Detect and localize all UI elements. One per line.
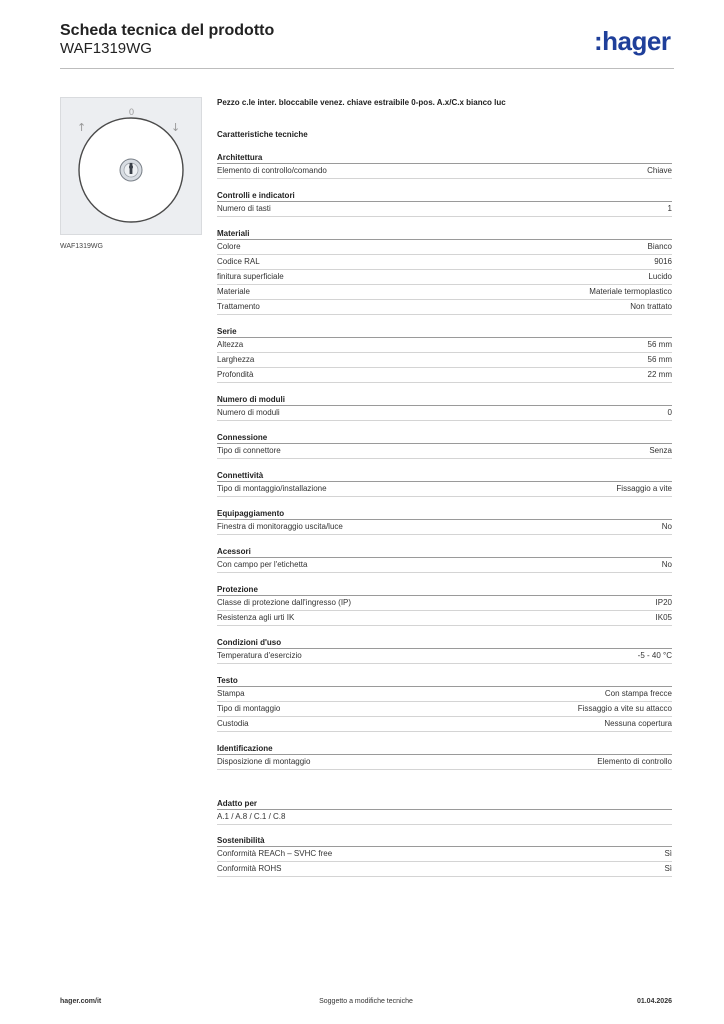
sustainability-title: Sostenibilità <box>217 835 672 847</box>
spec-label: Conformità ROHS <box>217 864 282 873</box>
suitable-block <box>217 798 672 825</box>
spec-row <box>217 687 672 702</box>
spec-label: Profondità <box>217 370 254 379</box>
spec-value: 0 <box>667 408 672 417</box>
spec-section <box>217 326 672 383</box>
spec-row <box>217 755 672 770</box>
spec-row <box>217 717 672 732</box>
spec-value: -5 - 40 °C <box>637 651 672 660</box>
spec-label: Elemento di controllo/comando <box>217 166 327 175</box>
spec-row <box>217 702 672 717</box>
section-title: Equipaggiamento <box>217 508 672 520</box>
spec-value: IP20 <box>655 598 672 607</box>
section-title: Protezione <box>217 584 672 596</box>
spec-label: Classe di protezione dall'ingresso (IP) <box>217 598 352 607</box>
spec-sections <box>217 152 672 770</box>
spec-row <box>217 862 672 877</box>
spec-row <box>217 649 672 664</box>
spec-label: Conformità REACh – SVHC free <box>217 849 333 858</box>
spec-label: Disposizione di montaggio <box>217 757 311 766</box>
spec-value: 9016 <box>654 257 672 266</box>
page-title: Scheda tecnica del prodotto <box>60 22 275 39</box>
spec-value: Chiave <box>647 166 672 175</box>
spec-row <box>217 338 672 353</box>
spec-row <box>217 520 672 535</box>
suitable-title: Adatto per <box>217 798 672 810</box>
spec-section <box>217 637 672 664</box>
spec-section <box>217 190 672 217</box>
footer-note: Soggetto a modifiche tecniche <box>319 998 413 1005</box>
spec-value: Materiale termoplastico <box>589 287 672 296</box>
spec-value: 1 <box>667 204 672 213</box>
section-title: Condizioni d'uso <box>217 637 672 649</box>
section-title: Connessione <box>217 432 672 444</box>
footer-date: 01.04.2026 <box>636 998 672 1005</box>
spec-content <box>217 97 672 877</box>
spec-value: Nessuna copertura <box>604 719 672 728</box>
suitable-value: A.1 / A.8 / C.1 / C.8 <box>217 812 286 821</box>
spec-section <box>217 228 672 315</box>
spec-label: Numero di tasti <box>217 204 271 213</box>
spec-label: Tipo di montaggio/installazione <box>217 484 327 493</box>
section-title: Controlli e indicatori <box>217 190 672 202</box>
spec-value: IK05 <box>655 613 672 622</box>
product-code: WAF1319WG <box>60 40 152 57</box>
spec-label: Larghezza <box>217 355 255 364</box>
spec-label: Custodia <box>217 719 249 728</box>
spec-section <box>217 470 672 497</box>
spec-value: Non trattato <box>630 302 672 311</box>
spec-row <box>217 164 672 179</box>
spec-section <box>217 675 672 732</box>
spec-value: Sì <box>664 864 672 873</box>
spec-row <box>217 406 672 421</box>
spec-value: Con stampa frecce <box>604 689 672 698</box>
spec-value: 56 mm <box>647 340 672 349</box>
position-zero-mark: 0 <box>129 107 135 117</box>
arrow-up-icon: ↑ <box>77 121 87 134</box>
spec-label: Tipo di montaggio <box>217 704 281 713</box>
spec-section <box>217 432 672 459</box>
logo-text: :hager <box>594 26 671 56</box>
spec-label: Colore <box>217 242 241 251</box>
spec-value: No <box>661 560 672 569</box>
sustainability-rows <box>217 847 672 877</box>
specs-heading: Caratteristiche tecniche <box>217 130 308 139</box>
spec-row <box>217 368 672 383</box>
spec-section <box>217 152 672 179</box>
arrow-down-icon: ↓ <box>171 121 181 134</box>
spec-section <box>217 743 672 770</box>
suitable-row <box>217 810 672 825</box>
key-switch-illustration <box>61 98 201 234</box>
spec-row <box>217 482 672 497</box>
spec-label: Materiale <box>217 287 250 296</box>
spec-value: 56 mm <box>647 355 672 364</box>
section-title: Identificazione <box>217 743 672 755</box>
image-caption: WAF1319WG <box>60 243 103 250</box>
spec-label: Altezza <box>217 340 244 349</box>
spec-row <box>217 240 672 255</box>
footer-website: hager.com/it <box>60 998 102 1005</box>
spec-value: 22 mm <box>647 370 672 379</box>
spec-row <box>217 255 672 270</box>
section-title: Testo <box>217 675 672 687</box>
spec-value: Sì <box>664 849 672 858</box>
section-title: Architettura <box>217 152 672 164</box>
spec-section <box>217 394 672 421</box>
spec-section <box>217 508 672 535</box>
spec-row <box>217 270 672 285</box>
spec-value: Fissaggio a vite <box>616 484 672 493</box>
spec-label: Trattamento <box>217 302 260 311</box>
spec-label: Temperatura d'esercizio <box>217 651 302 660</box>
spec-row <box>217 353 672 368</box>
sustainability-block <box>217 835 672 877</box>
spec-label: Numero di moduli <box>217 408 280 417</box>
spec-value: Fissaggio a vite su attacco <box>577 704 672 713</box>
spec-label: Tipo di connettore <box>217 446 281 455</box>
spec-row <box>217 596 672 611</box>
spec-row <box>217 444 672 459</box>
spec-row <box>217 847 672 862</box>
spec-section <box>217 546 672 573</box>
spec-label: Finestra di monitoraggio uscita/luce <box>217 522 343 531</box>
spec-label: Resistenza agli urti IK <box>217 613 295 622</box>
spec-label: finitura superficiale <box>217 272 284 281</box>
spec-value: Elemento di controllo <box>597 757 672 766</box>
section-title: Serie <box>217 326 672 338</box>
spec-value: Bianco <box>647 242 672 251</box>
section-title: Materiali <box>217 228 672 240</box>
product-description: Pezzo c.le inter. bloccabile venez. chiave estraibile 0-pos. A.x/C.x bianco luc <box>217 98 506 107</box>
section-title: Acessori <box>217 546 672 558</box>
header-divider <box>60 68 674 69</box>
spec-value: Senza <box>649 446 672 455</box>
spec-label: Stampa <box>217 689 245 698</box>
section-title: Connettività <box>217 470 672 482</box>
spec-section <box>217 584 672 626</box>
page-header <box>60 22 274 58</box>
product-image <box>60 97 202 235</box>
spec-label: Codice RAL <box>217 257 260 266</box>
hager-logo <box>594 26 674 58</box>
spec-row <box>217 300 672 315</box>
spec-label: Con campo per l'etichetta <box>217 560 308 569</box>
spec-row <box>217 202 672 217</box>
section-title: Numero di moduli <box>217 394 672 406</box>
spec-row <box>217 611 672 626</box>
spec-row <box>217 285 672 300</box>
spec-value: No <box>661 522 672 531</box>
spec-value: Lucido <box>648 272 672 281</box>
spec-row <box>217 558 672 573</box>
